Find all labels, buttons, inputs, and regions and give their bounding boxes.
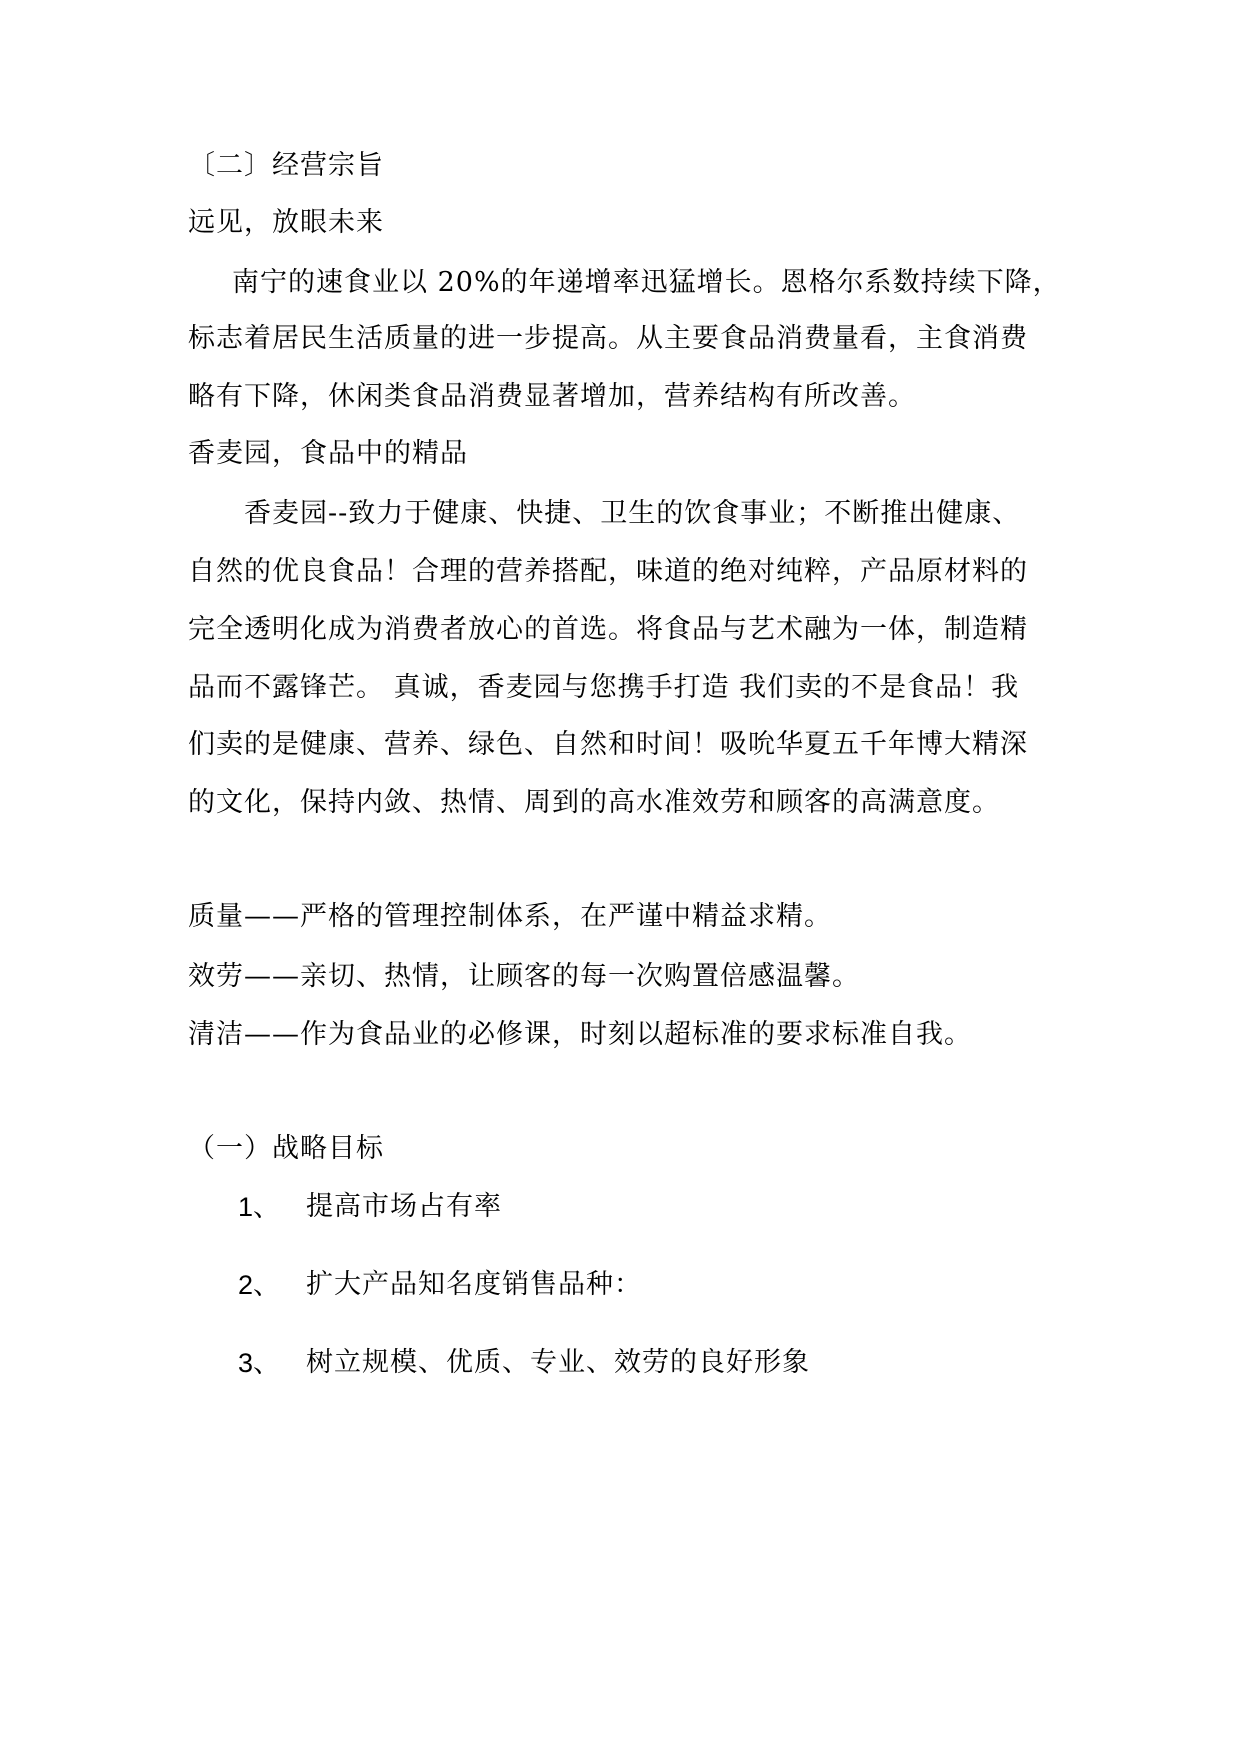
brand-paragraph-line: 香麦园--致力于健康、快捷、卫生的饮食事业；不断推出健康、 [244,498,1021,529]
brand-paragraph-line: 的文化，保持内敛、热情、周到的高水准效劳和顾客的高满意度。 [188,787,1000,818]
brand-paragraph-line: 们卖的是健康、营养、绿色、自然和时间！吸吮华夏五千年博大精深 [188,729,1028,760]
goal-text: 提高市场占有率 [306,1191,502,1222]
vision-paragraph-line: 南宁的速食业以 20%的年递增率迅猛增长。恩格尔系数持续下降， [232,267,1061,298]
vision-paragraph-line: 标志着居民生活质量的进一步提高。从主要食品消费量看，主食消费 [188,323,1028,354]
brand-paragraph-line: 完全透明化成为消费者放心的首选。将食品与艺术融为一体，制造精 [188,614,1028,645]
vision-title: 远见，放眼未来 [188,207,384,238]
goal-number: 2、 [238,1270,281,1300]
principle-service: 效劳——亲切、热情，让顾客的每一次购置倍感温馨。 [188,961,860,992]
goal-number: 1、 [238,1192,281,1222]
goal-list-item [238,1346,810,1380]
goal-text: 树立规模、优质、专业、效劳的良好形象 [306,1347,810,1378]
section-heading-strategic-goals: （一）战略目标 [188,1133,384,1164]
brand-paragraph-line: 自然的优良食品！合理的营养搭配，味道的绝对纯粹，产品原材料的 [188,556,1028,587]
principle-cleanliness: 清洁——作为食品业的必修课，时刻以超标准的要求标准自我。 [188,1019,972,1050]
principle-quality: 质量——严格的管理控制体系，在严谨中精益求精。 [188,901,832,932]
brand-paragraph-line: 品而不露锋芒。 真诚，香麦园与您携手打造 我们卖的不是食品！我 [188,672,1020,703]
goal-number: 3、 [238,1348,281,1378]
vision-paragraph-line: 略有下降，休闲类食品消费显著增加，营养结构有所改善。 [188,381,916,412]
goal-list-item [238,1268,642,1302]
goal-list-item [238,1190,502,1224]
section-heading-operating-purpose: 〔二〕经营宗旨 [188,150,384,181]
goal-text: 扩大产品知名度销售品种： [306,1269,642,1300]
brand-title: 香麦园，食品中的精品 [188,438,468,469]
